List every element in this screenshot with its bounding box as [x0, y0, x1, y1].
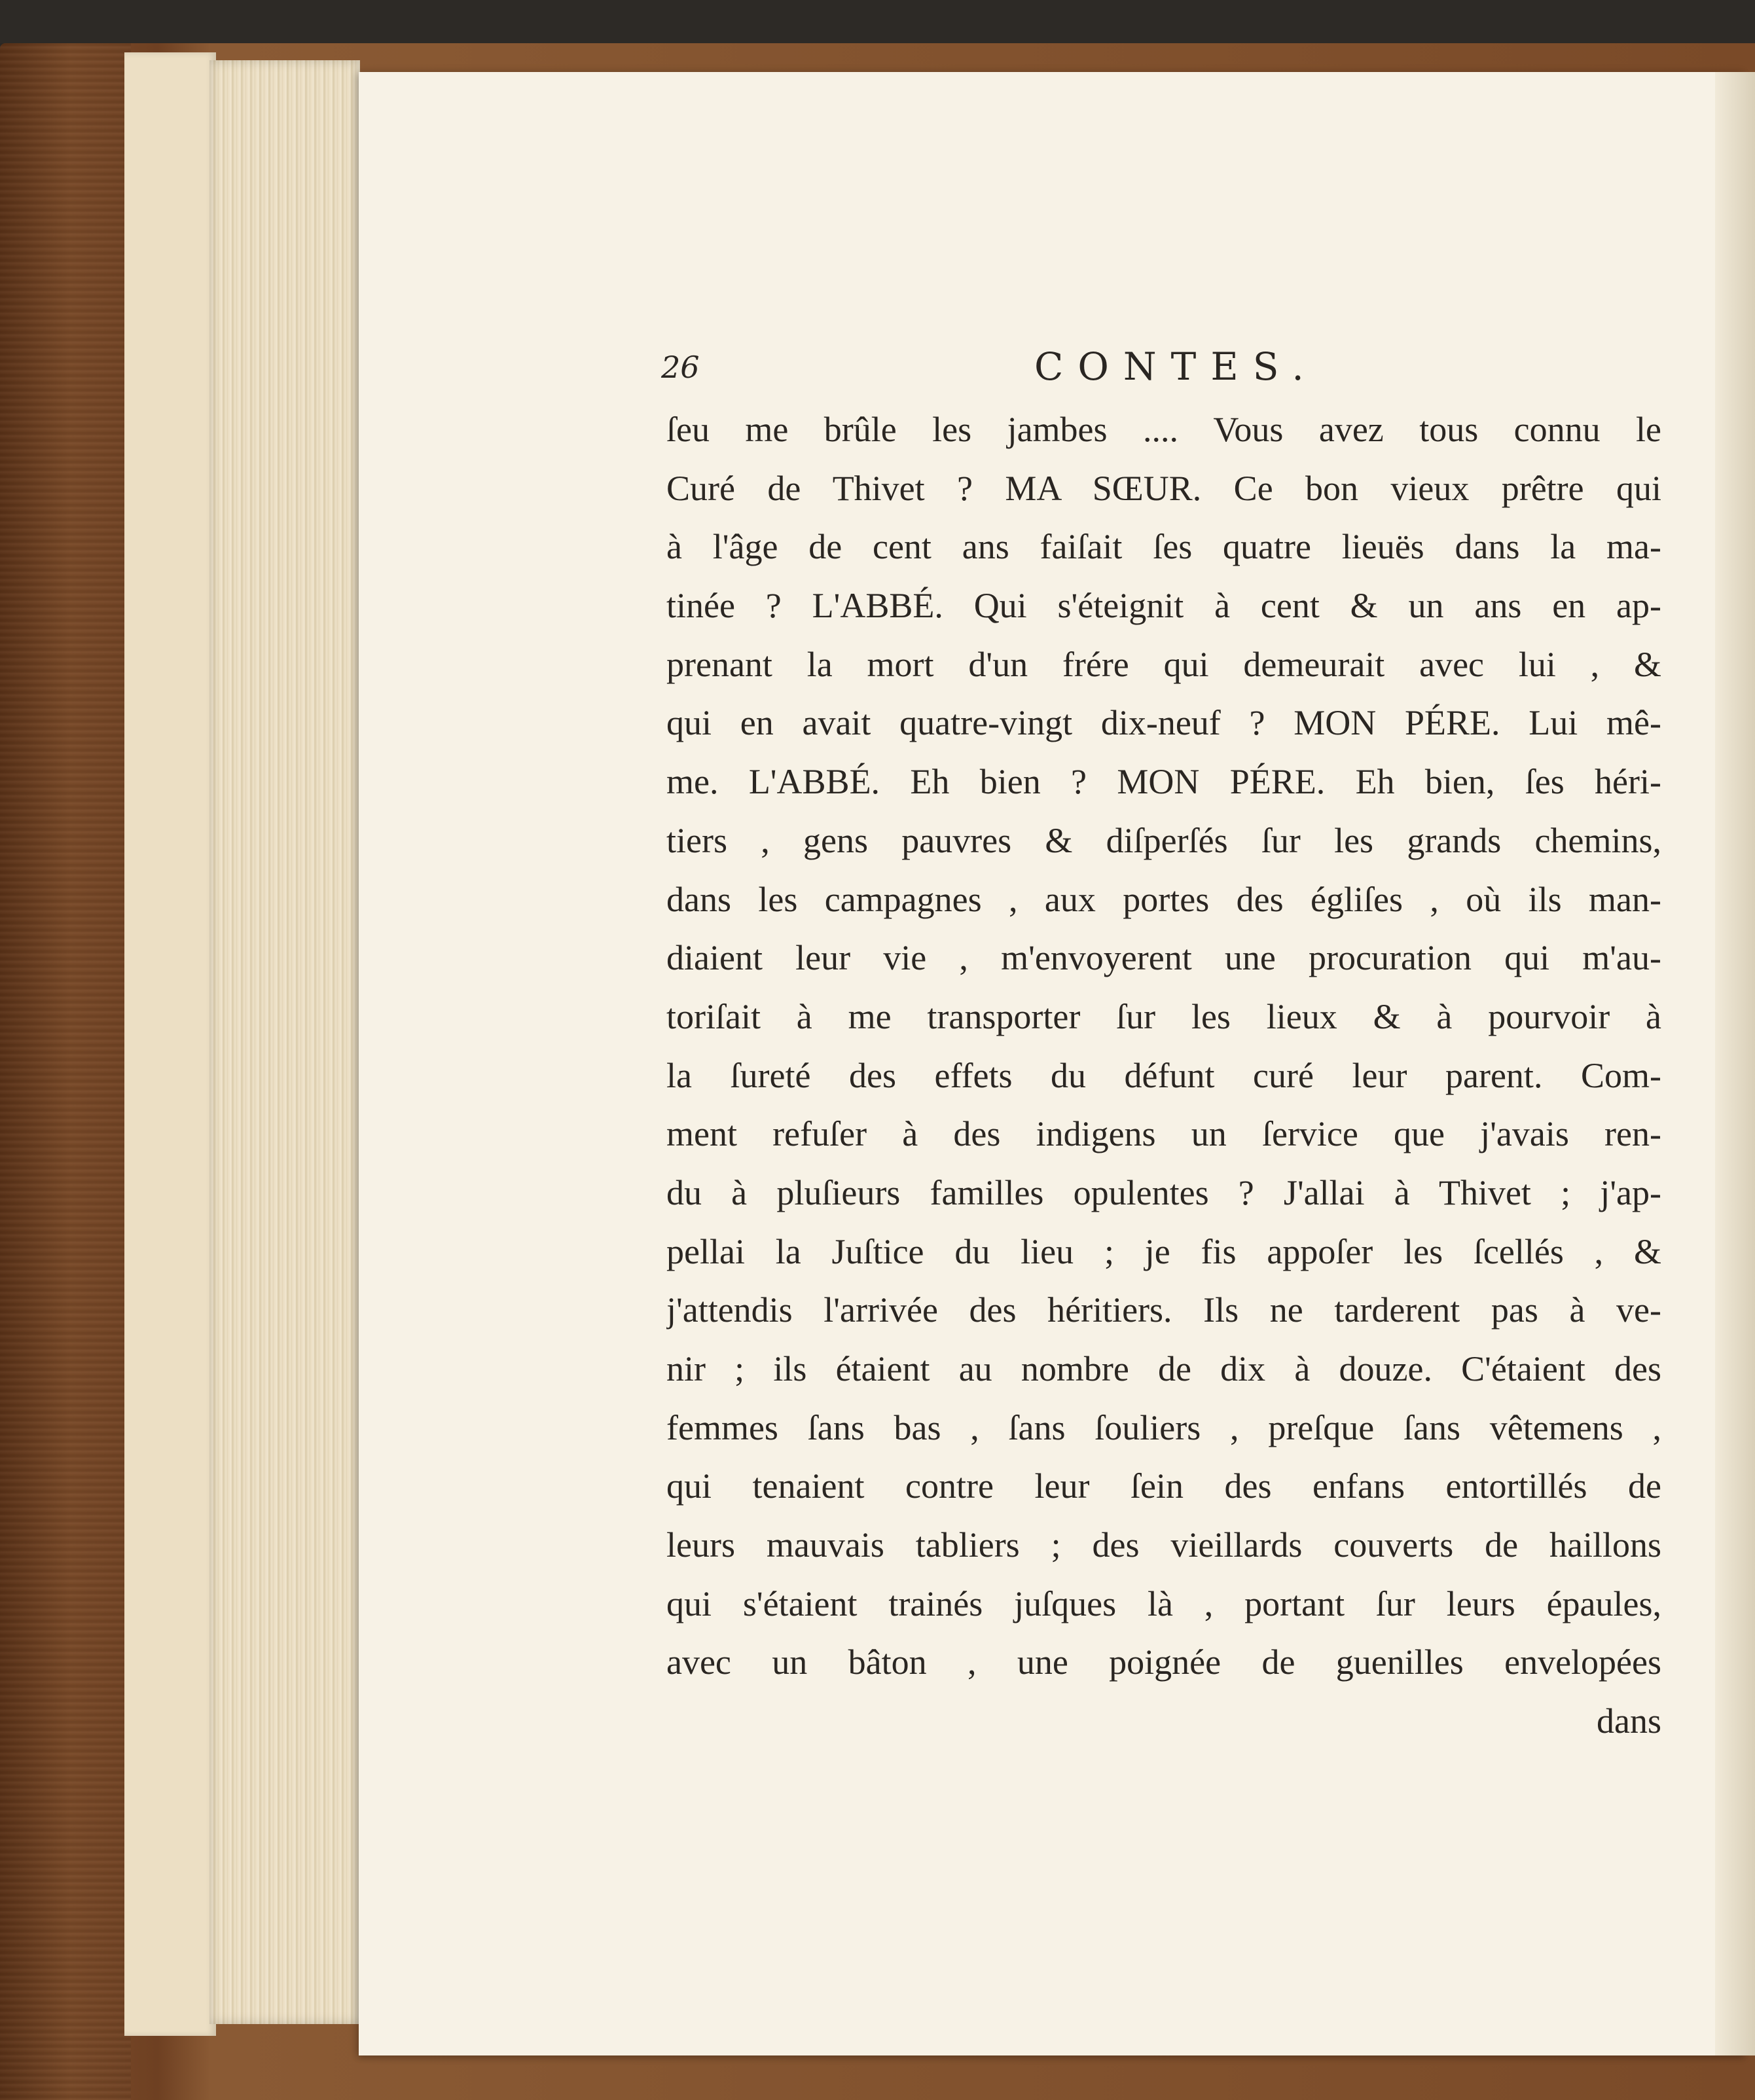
text-line: leurs mauvais tabliers ; des vieillards couverts de haillons — [666, 1525, 1661, 1565]
text-line: qui s'étaient trainés juſques là , portant ſur leurs épaules, — [666, 1584, 1661, 1623]
page-number: 26 — [661, 350, 700, 385]
text-line: avec un bâton , une poignée de guenilles envelopées — [666, 1642, 1661, 1682]
catchword: dans — [1597, 1701, 1661, 1741]
page-gutter-shadow — [1715, 72, 1755, 2055]
running-title: CONTES. — [1034, 344, 1318, 389]
text-line: qui tenaient contre leur ſein des enfans entortillés de — [666, 1466, 1661, 1506]
text-line: à l'âge de cent ans faiſait ſes quatre lieuës dans la ma- — [666, 527, 1661, 567]
text-line: toriſait à me transporter ſur les lieux & à pourvoir à — [666, 996, 1661, 1036]
left-flyleaf — [124, 52, 216, 2036]
text-line: femmes ſans bas , ſans ſouliers , preſque ſans vêtemens , — [666, 1407, 1661, 1447]
text-line: tiers , gens pauvres & diſperſés ſur les grands chemins, — [666, 820, 1661, 860]
text-line: dans les campagnes , aux portes des égliſes , où ils man- — [666, 879, 1661, 919]
page-edges — [209, 60, 360, 2024]
running-head — [661, 340, 1656, 399]
text-line: me. L'ABBÉ. Eh bien ? MON PÉRE. Eh bien, ſes héri- — [666, 762, 1661, 802]
text-line: tinée ? L'ABBÉ. Qui s'éteignit à cent & un ans en ap- — [666, 586, 1661, 626]
text-line: qui en avait quatre-vingt dix-neuf ? MON PÉRE. Lui mê- — [666, 703, 1661, 743]
text-line: j'attendis l'arrivée des héritiers. Ils ne tarderent pas à ve- — [666, 1290, 1661, 1330]
text-line: nir ; ils étaient au nombre de dix à douze. C'étaient des — [666, 1349, 1661, 1388]
text-line: pellai la Juſtice du lieu ; je fis appoſer les ſcellés , & — [666, 1231, 1661, 1271]
text-line: prenant la mort d'un frére qui demeurait avec lui , & — [666, 644, 1661, 684]
text-line: ſeu me brûle les jambes .... Vous avez tous connu le — [666, 410, 1661, 449]
text-line: Curé de Thivet ? MA SŒUR. Ce bon vieux prêtre qui — [666, 468, 1661, 508]
text-line: la ſureté des effets du défunt curé leur parent. Com- — [666, 1055, 1661, 1095]
text-line: ment refuſer à des indigens un ſervice que j'avais ren- — [666, 1114, 1661, 1154]
text-line: diaient leur vie , m'envoyerent une procuration qui m'au- — [666, 938, 1661, 978]
body-text — [666, 401, 1661, 1751]
cover-spine-texture — [0, 43, 131, 2100]
text-line: du à pluſieurs familles opulentes ? J'allai à Thivet ; j'ap- — [666, 1172, 1661, 1212]
